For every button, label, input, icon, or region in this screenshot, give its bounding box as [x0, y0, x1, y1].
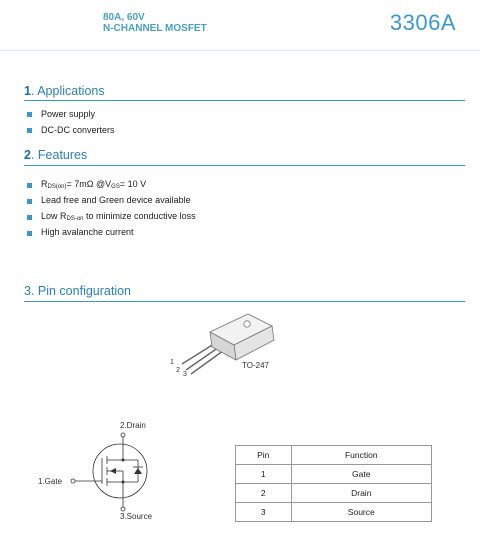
subscript: GS: [111, 184, 120, 190]
drain-label: 2.Drain: [120, 421, 146, 430]
gate-label: 1.Gate: [38, 477, 63, 486]
function-cell: Gate: [291, 465, 431, 484]
arrow-icon: [110, 468, 116, 474]
bullet-icon: [27, 112, 32, 117]
application-item: DC-DC converters: [41, 125, 115, 135]
package-name: TO-247: [242, 361, 269, 370]
function-cell: Drain: [291, 484, 431, 503]
section-title: 3. Pin configuration: [24, 284, 132, 298]
feature-text: Low R: [41, 211, 67, 221]
feature-text: to minimize conductive loss: [83, 211, 196, 221]
feature-text: R: [41, 179, 48, 189]
part-number: 3306A: [389, 10, 456, 35]
header-cell: Function: [291, 446, 431, 465]
source-label: 3.Source: [120, 512, 153, 521]
pin-cell: 3: [236, 503, 292, 522]
header-divider: [0, 50, 480, 51]
features-heading: [24, 148, 87, 162]
pin-cell: 2: [236, 484, 292, 503]
feature-item: Lead free and Green device available: [41, 195, 191, 205]
device-type-text: N-CHANNEL MOSFET: [103, 23, 207, 34]
pin-function-table: [235, 445, 432, 522]
applications-heading: [24, 84, 105, 98]
bullet-icon: [27, 128, 32, 133]
feature-item: [41, 179, 146, 190]
table-header-row: [236, 446, 432, 465]
section-rule: [24, 165, 465, 166]
section-number: 2: [24, 148, 31, 162]
pin-cell: 1: [236, 465, 292, 484]
section-title: . Features: [30, 148, 88, 162]
feature-text: = 7mΩ @V: [66, 179, 112, 189]
package-illustration: [160, 312, 290, 384]
table-row: [236, 465, 432, 484]
subscript: DS-on: [66, 216, 84, 222]
bullet-icon: [27, 231, 32, 236]
subscript: DS(on): [47, 184, 67, 190]
section-rule: [24, 301, 465, 302]
bullet-icon: [27, 199, 32, 204]
pin-config-heading: [24, 284, 131, 298]
feature-item: High avalanche current: [41, 227, 134, 237]
pin-number-label: 2: [176, 367, 180, 374]
section-rule: [24, 100, 465, 101]
diode-icon: [134, 468, 142, 474]
pin-number-label: 3: [183, 371, 187, 378]
function-cell: Source: [291, 503, 431, 522]
section-number: 1: [24, 84, 31, 98]
bullet-icon: [27, 215, 32, 220]
feature-text: = 10 V: [119, 179, 147, 189]
mounting-hole-icon: [244, 321, 250, 327]
gate-terminal-icon: [71, 479, 75, 483]
header-cell: Pin: [236, 446, 292, 465]
table-row: [236, 503, 432, 522]
rating-text: 80A, 60V: [103, 12, 145, 23]
pin-number-label: 1: [170, 359, 174, 366]
application-item: Power supply: [41, 109, 96, 119]
mosfet-schematic: [30, 418, 170, 523]
source-terminal-icon: [121, 507, 125, 511]
drain-terminal-icon: [121, 433, 125, 437]
table-row: [236, 484, 432, 503]
feature-item: [41, 211, 196, 222]
spec-summary: [103, 12, 207, 34]
section-title: . Applications: [30, 84, 105, 98]
bullet-icon: [27, 183, 32, 188]
